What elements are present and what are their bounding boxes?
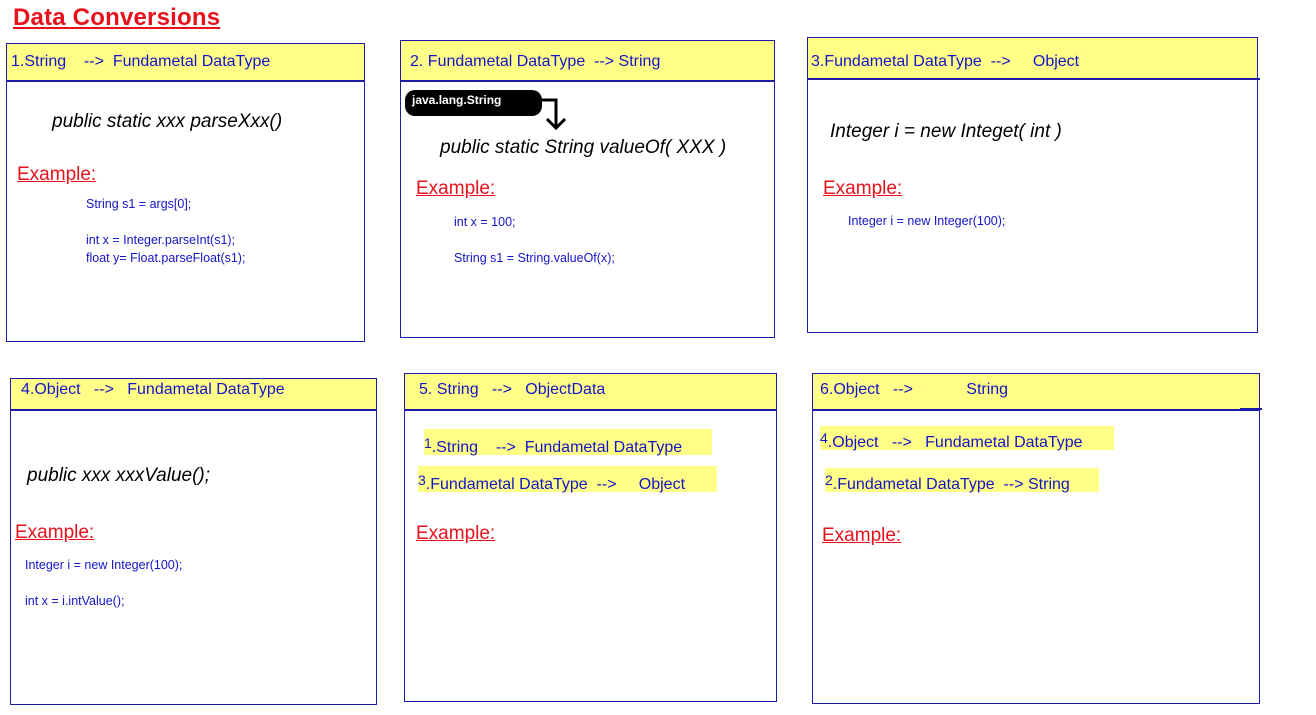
conversion-step bbox=[820, 426, 1114, 450]
code-line: int x = i.intValue(); bbox=[25, 594, 125, 608]
example-label: Example: bbox=[823, 178, 903, 199]
arrow-down-icon bbox=[538, 96, 570, 134]
code-line: float y= Float.parseFloat(s1); bbox=[86, 251, 246, 265]
step-number: 1 bbox=[424, 435, 432, 451]
conversion-step bbox=[418, 466, 717, 492]
code-line: Integer i = new Integer(100); bbox=[25, 558, 183, 572]
step-text: .Object --> Fundametal DataType bbox=[827, 434, 1083, 451]
panel-string-to-fundamental bbox=[6, 43, 365, 342]
panel-header: 4.Object --> Fundametal DataType bbox=[11, 379, 376, 411]
step-number: 4 bbox=[820, 430, 828, 446]
step-number: 3 bbox=[418, 472, 426, 488]
page-title: Data Conversions bbox=[13, 4, 221, 31]
panel-header: 1.String --> Fundametal DataType bbox=[7, 44, 364, 82]
code-line: String s1 = args[0]; bbox=[86, 197, 192, 211]
panel-header: 6.Object --> String bbox=[813, 374, 1259, 411]
step-text: .String --> Fundametal DataType bbox=[431, 439, 683, 456]
panel-header: 3.Fundametal DataType --> Object bbox=[808, 38, 1257, 80]
method-signature: public static xxx parseXxx() bbox=[52, 111, 283, 132]
method-signature: public xxx xxxValue(); bbox=[27, 465, 211, 486]
code-line: int x = Integer.parseInt(s1); bbox=[86, 233, 236, 247]
panel-header: 2. Fundametal DataType --> String bbox=[401, 41, 774, 82]
header-underline-extension bbox=[1240, 408, 1262, 410]
conversion-step bbox=[825, 468, 1099, 492]
code-line: Integer i = new Integer(100); bbox=[848, 214, 1006, 228]
step-text: .Fundametal DataType --> Object bbox=[425, 476, 686, 493]
conversion-step bbox=[424, 429, 712, 455]
panel-fundamental-to-string bbox=[400, 40, 775, 338]
panel-object-to-string bbox=[812, 373, 1260, 704]
panel-header: 5. String --> ObjectData bbox=[405, 374, 776, 411]
example-label: Example: bbox=[416, 523, 496, 544]
panel-string-to-object bbox=[404, 373, 777, 702]
example-label: Example: bbox=[15, 522, 95, 543]
class-badge: java.lang.String bbox=[405, 90, 542, 116]
step-text: .Fundametal DataType --> String bbox=[832, 476, 1070, 493]
code-line: int x = 100; bbox=[454, 215, 516, 229]
constructor-signature: Integer i = new Integet( int ) bbox=[830, 121, 1062, 142]
header-underline-extension bbox=[1240, 78, 1260, 80]
example-label: Example: bbox=[822, 525, 902, 546]
method-signature: public static String valueOf( XXX ) bbox=[440, 137, 727, 158]
step-number: 2 bbox=[825, 472, 833, 488]
example-label: Example: bbox=[416, 178, 496, 199]
panel-fundamental-to-object bbox=[807, 37, 1258, 333]
example-label: Example: bbox=[17, 164, 97, 185]
panel-object-to-fundamental bbox=[10, 378, 377, 705]
code-line: String s1 = String.valueOf(x); bbox=[454, 251, 615, 265]
